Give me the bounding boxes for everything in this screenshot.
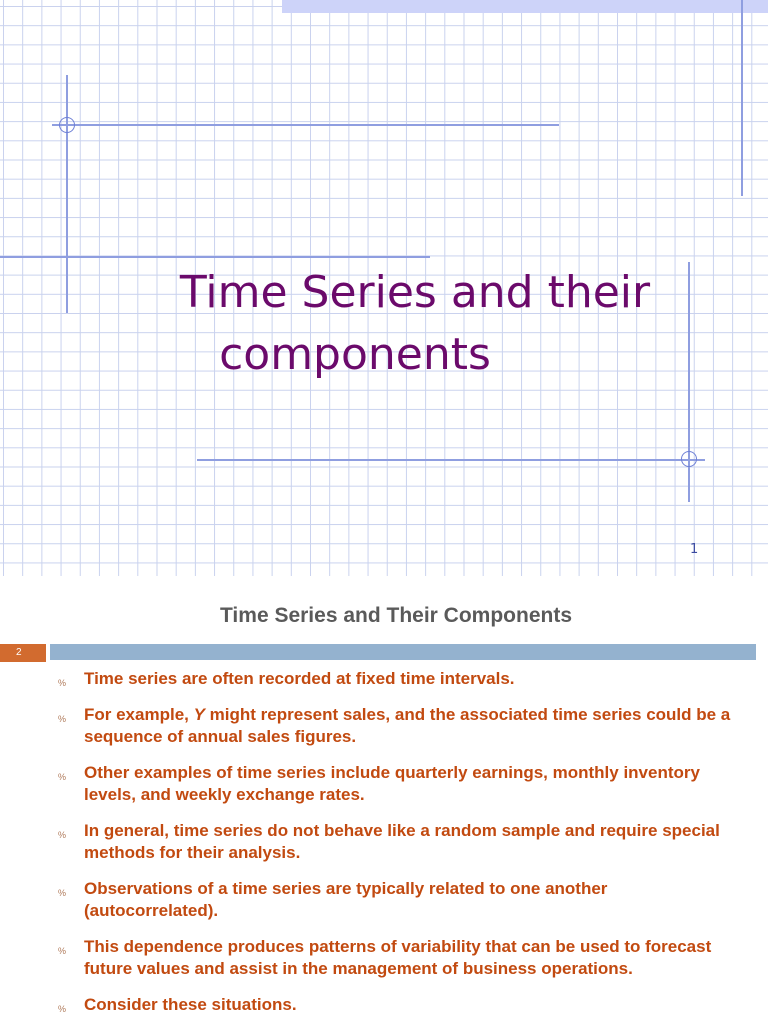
- bullet-marker-icon: %: [58, 888, 67, 898]
- list-item: [58, 820, 738, 864]
- list-item: [58, 668, 738, 690]
- page-number: 1: [690, 542, 699, 557]
- bullet-text: Consider these situations.: [84, 995, 297, 1014]
- top-accent-bar: [282, 0, 768, 13]
- list-item: [58, 704, 738, 748]
- bullet-text: In general, time series do not behave like a random sample and require special methods for their analysis.: [84, 821, 720, 862]
- decor-hline-mid: [0, 256, 430, 258]
- slide-1-title-line-2: components: [219, 329, 491, 380]
- list-item: [58, 994, 738, 1016]
- list-item: [58, 936, 738, 980]
- bullet-marker-icon: %: [58, 678, 67, 688]
- list-item: [58, 762, 738, 806]
- bullet-text-italic-variable: Y: [193, 705, 205, 724]
- decor-hline-bottom: [197, 459, 705, 461]
- bullet-marker-icon: %: [58, 772, 67, 782]
- slide-2: [0, 576, 768, 1024]
- bullet-marker-icon: %: [58, 830, 67, 840]
- crosshair-circle-icon: [681, 451, 697, 467]
- bullet-marker-icon: %: [58, 946, 67, 956]
- slide-number-badge: 2: [0, 644, 46, 662]
- bullet-text: Other examples of time series include quarterly earnings, monthly inventory levels, and weekly exchange rates.: [84, 763, 700, 804]
- bullet-list: [58, 668, 738, 1024]
- bullet-text: Time series are often recorded at fixed time intervals.: [84, 669, 515, 688]
- bullet-text: This dependence produces patterns of variability that can be used to forecast future values and assist in the management of business operations.: [84, 937, 712, 978]
- decor-hline-top: [52, 124, 559, 126]
- bullet-marker-icon: %: [58, 714, 67, 724]
- slide-header-bar: [50, 644, 756, 660]
- decor-vline-top-right: [741, 0, 743, 196]
- bullet-text-post: might represent sales, and the associated time series could be a sequence of annual sales figures.: [84, 705, 731, 746]
- slide-1-title-line-1: Time Series and their: [179, 267, 651, 318]
- bullet-marker-icon: %: [58, 1004, 67, 1014]
- bullet-text: Observations of a time series are typically related to one another (autocorrelated).: [84, 879, 608, 920]
- bullet-text-pre: For example,: [84, 705, 194, 724]
- slide-1-title: [0, 262, 768, 386]
- crosshair-circle-icon: [59, 117, 75, 133]
- list-item: [58, 878, 738, 922]
- slide-2-title: Time Series and Their Components: [219, 604, 573, 627]
